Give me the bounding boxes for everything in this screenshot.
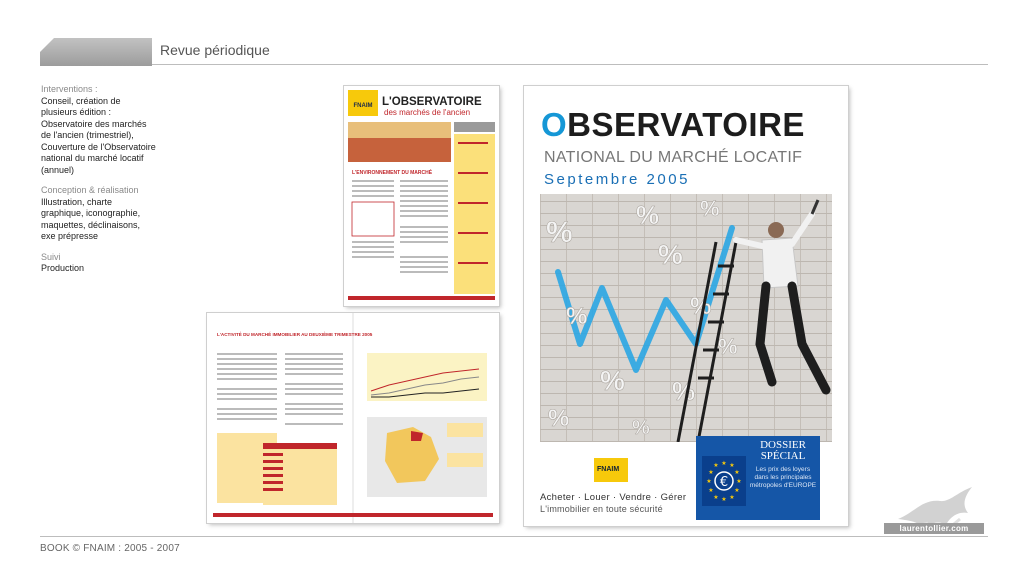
cover-title-rest: BSERVATOIRE [567,106,805,143]
eu-stars [702,456,746,506]
svg-text:★: ★ [713,494,719,501]
svg-text:%: % [632,417,650,439]
interventions-value: Conseil, création de plusieurs édition : Observatoire des marchés de l'ancien (trimestriel), Couverture de l'Observatoire national du marché locatif (annuel) [41,95,156,175]
cover-title [541,106,805,144]
spread-layout [207,313,499,523]
svg-text:★: ★ [734,487,740,494]
eu-flag-icon [702,456,746,506]
suivi-label: Suivi [41,251,61,262]
dossier-special-box [696,436,820,520]
cover-subtitle: NATIONAL DU MARCHÉ LOCATIF [544,149,803,166]
svg-text:%: % [600,365,625,396]
svg-text:★: ★ [721,496,727,503]
newsletter-logo: FNAIM [353,103,373,109]
svg-text:%: % [672,376,696,406]
euro-icon: € [719,475,729,490]
footer-credit: BOOK © FNAIM : 2005 - 2007 [40,543,180,554]
svg-text:%: % [690,293,712,320]
newsletter-inner-spread [207,313,499,523]
header-divider [152,64,988,65]
newsletter-section-title: L'ENVIRONNEMENT DU MARCHÉ [352,170,433,176]
interventions-label: Interventions : [41,84,98,94]
svg-text:%: % [546,216,573,249]
svg-text:★: ★ [721,460,727,467]
svg-text:%: % [718,334,738,359]
svg-text:★: ★ [708,469,714,476]
project-description [41,84,156,284]
cover-actions: Acheter · Louer · Vendre · Gérer [540,492,687,503]
fnaim-logo-text: FNAIM [597,466,620,473]
svg-text:★: ★ [706,478,712,485]
suivi-value: Production [41,263,85,273]
header-tab [40,38,152,66]
spread-heading: L'ACTIVITÉ DU MARCHÉ IMMOBILIER AU DEUXIÈME TRIMESTRE 2005 [217,332,373,337]
watermark-text: laurentollier.com [884,523,984,534]
cover-illustration [540,194,832,442]
newsletter-title: L'OBSERVATOIRE [382,96,482,108]
svg-text:★: ★ [708,487,714,494]
newsletter-layout [344,86,499,306]
newsletter-front-page [344,86,499,306]
magazine-cover [524,86,848,526]
footer-divider [40,536,988,537]
dossier-heading: DOSSIER SPÉCIAL [760,439,806,462]
fnaim-logo [594,458,628,482]
conception-value: Illustration, charte graphique, iconographie, maquettes, déclinaisons, exe prépresse [41,196,141,241]
dossier-text: Les prix des loyers dans les principales métropoles d'EUROPE [749,466,817,489]
cover-tagline: L'immobilier en toute sécurité [540,504,663,514]
svg-text:★: ★ [713,462,719,469]
svg-text:%: % [700,196,720,221]
svg-text:%: % [636,200,660,230]
svg-text:★: ★ [736,478,742,485]
conception-label: Conception & réalisation [41,185,139,195]
cover-title-o: O [541,106,568,143]
painted-chart-illustration [540,194,832,442]
svg-text:%: % [548,405,570,432]
page-title: Revue périodique [160,42,270,58]
cover-date: Septembre 2005 [544,171,690,188]
svg-text:%: % [658,239,683,270]
svg-text:★: ★ [729,462,735,469]
svg-text:%: % [566,303,588,330]
newsletter-subtitle: des marchés de l'ancien [384,108,471,117]
svg-text:★: ★ [729,494,735,501]
svg-text:★: ★ [734,469,740,476]
